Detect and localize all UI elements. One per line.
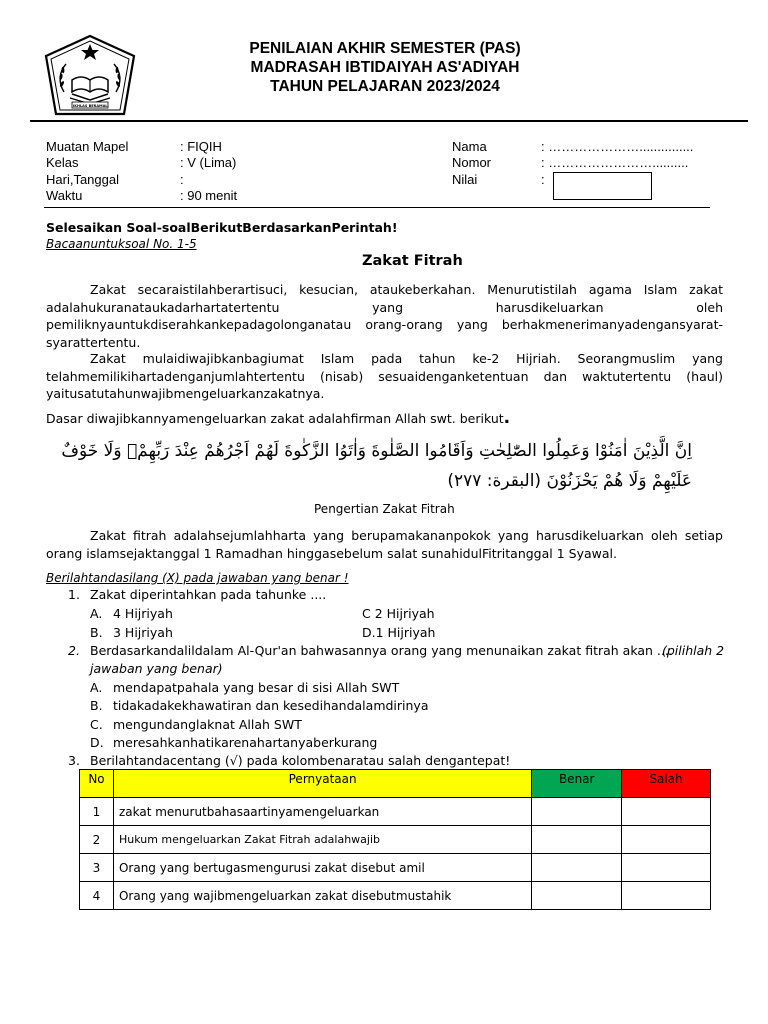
arabic-verse-line-2: عَلَيْهِمْ وَلَا هُمْ يَحْزَنُوْنَ (البقرة: ٢٧٧) — [447, 471, 692, 491]
q2-option-c[interactable]: mengundanglaknat Allah SWT — [113, 717, 302, 732]
table-row — [80, 854, 711, 882]
q2-number: 2. — [68, 643, 80, 658]
table-row — [80, 826, 711, 854]
section-subtitle: Pengertian Zakat Fitrah — [314, 502, 455, 516]
section-instruction: Berilahtandasilang (X) pada jawaban yang benar ! — [46, 571, 349, 585]
row-statement: Orang yang bertugasmengurusi zakat disebut amil — [113, 854, 531, 882]
header-title-3: TAHUN PELAJARAN 2023/2024 — [270, 78, 500, 95]
salah-check-cell[interactable] — [622, 798, 711, 826]
info-label-nilai: Nilai — [452, 172, 478, 187]
paragraph-definition: Zakat secaraistilahberartisuci, kesucian, ataukeberkahan. Menurutistilah agama Islam zakat adalahukuranataukadarhartatertentu yang harusdikeluarkan oleh pemiliknyauntukdiserahkankepadagolonganatau orang-orang yang berhakmenerimanyadengansyarat-syarattertentu. — [46, 282, 723, 350]
q2-option-b-letter[interactable]: B. — [90, 698, 103, 713]
header-title-2: MADRASAH IBTIDAIYAH AS'ADIYAH — [250, 59, 520, 76]
q2-option-d-letter[interactable]: D. — [90, 735, 104, 750]
q1-option-b[interactable]: 3 Hijriyah — [113, 625, 173, 640]
table-header-row — [80, 770, 711, 798]
info-label-nama: Nama — [452, 139, 487, 154]
info-value-nomor[interactable]: : …………………….......... — [541, 155, 689, 170]
info-value-nama[interactable]: : …………………............... — [541, 139, 694, 154]
info-label-waktu: Waktu — [46, 188, 83, 203]
info-divider — [44, 207, 710, 208]
arabic-verse-line-1: اِنَّ الَّذِيْنَ اٰمَنُوْا وَعَمِلُوا الصّٰلِحٰتِ وَاَقَامُوا الصَّلٰوةَ وَاٰتَوُا الزَّكٰوةَ لَهُمْ اَجْرُهُمْ عِنْدَ رَبِّهِمْۚ وَلَا خَوْفٌ — [61, 441, 692, 461]
info-value-mapel: : FIQIH — [180, 139, 222, 154]
q1-option-d[interactable]: D.1 Hijriyah — [362, 625, 436, 640]
row-number: 4 — [80, 882, 114, 910]
q2-option-d[interactable]: meresahkanhatikarenahartanyaberkurang — [113, 735, 378, 750]
q2-note: (pilihlah 2 — [662, 643, 725, 658]
salah-check-cell[interactable] — [622, 882, 711, 910]
q1-option-b-letter[interactable]: B. — [90, 625, 103, 640]
logo-motto: IKHLAS BERAMAL — [73, 104, 108, 108]
q1-option-a-letter[interactable]: A. — [90, 606, 103, 621]
q3-true-false-table — [79, 769, 711, 910]
q3-text: Berilahtandacentang (√) pada kolombenaratau salah dengantepat! — [90, 753, 511, 768]
q2-option-b[interactable]: tidakadakekhawatiran dan kesedihandalamdirinya — [113, 698, 429, 713]
row-statement: Hukum mengeluarkan Zakat Fitrah adalahwajib — [113, 826, 531, 854]
row-number: 2 — [80, 826, 114, 854]
info-value-waktu: : 90 menit — [180, 188, 238, 203]
benar-check-cell[interactable] — [532, 882, 622, 910]
q2-option-a-letter[interactable]: A. — [90, 680, 103, 695]
benar-check-cell[interactable] — [532, 826, 622, 854]
header-no: No — [80, 770, 114, 798]
q1-text: Zakat diperintahkan pada tahunke .... — [90, 587, 327, 602]
nilai-score-box[interactable] — [553, 172, 652, 200]
header-salah: Salah — [622, 770, 711, 798]
q1-option-c[interactable]: C 2 Hijriyah — [362, 606, 435, 621]
header-divider — [30, 120, 748, 122]
info-value-tanggal: : — [180, 172, 184, 187]
info-label-tanggal: Hari,Tanggal — [46, 172, 119, 187]
paragraph-zakat-fitrah: Zakat fitrah adalahsejumlahharta yang berupamakananpokok yang harusdikeluarkan oleh setiap orang islamsejaktanggal 1 Ramadhan hinggasebelum salat sunahidulFitritanggal 1 Syawal. — [46, 528, 723, 561]
info-value-nilai: : — [541, 172, 545, 187]
reading-title: Zakat Fitrah — [362, 253, 463, 269]
table-row — [80, 798, 711, 826]
header-pernyataan: Pernyataan — [113, 770, 531, 798]
q2-option-c-letter[interactable]: C. — [90, 717, 103, 732]
reading-label: Bacaanuntuksoal No. 1-5 — [46, 237, 197, 251]
salah-check-cell[interactable] — [622, 826, 711, 854]
info-label-kelas: Kelas — [46, 155, 79, 170]
benar-check-cell[interactable] — [532, 798, 622, 826]
q2-option-a[interactable]: mendapatpahala yang besar di sisi Allah SWT — [113, 680, 400, 695]
header-title-1: PENILAIAN AKHIR SEMESTER (PAS) — [249, 40, 521, 57]
salah-check-cell[interactable] — [622, 854, 711, 882]
row-statement: zakat menurutbahasaartinyamengeluarkan — [113, 798, 531, 826]
row-number: 1 — [80, 798, 114, 826]
info-label-nomor: Nomor — [452, 155, 492, 170]
benar-check-cell[interactable] — [532, 854, 622, 882]
q2-text: Berdasarkandalildalam Al-Qur'an bahwasannya orang yang menunaikan zakat fitrah akan .... — [90, 643, 673, 658]
header-benar: Benar — [532, 770, 622, 798]
row-statement: Orang yang wajibmengeluarkan zakat disebutmustahik — [113, 882, 531, 910]
paragraph-history: Zakat mulaidiwajibkanbagiumat Islam pada tahun ke-2 Hijriah. Seorangmuslim yang telahmemilikihartadenganjumlahtertentu (nisab) sesuaidenganketentuan dan waktutertentu (haul) yaitusatutahunwajibmengeluarkanzakatnya. — [46, 351, 723, 401]
paragraph-dalil-intro: Dasar diwajibkannyamengeluarkan zakat adalahfirman Allah swt. berikut. — [46, 408, 511, 428]
q1-number: 1. — [68, 587, 80, 602]
q3-number: 3. — [68, 753, 80, 768]
q2-note-cont: jawaban yang benar) — [90, 661, 223, 676]
main-instruction: Selesaikan Soal-soalBerikutBerdasarkanPerintah! — [46, 220, 398, 235]
q1-option-a[interactable]: 4 Hijriyah — [113, 606, 173, 621]
info-label-mapel: Muatan Mapel — [46, 139, 129, 154]
table-row — [80, 882, 711, 910]
row-number: 3 — [80, 854, 114, 882]
info-value-kelas: : V (Lima) — [180, 155, 237, 170]
